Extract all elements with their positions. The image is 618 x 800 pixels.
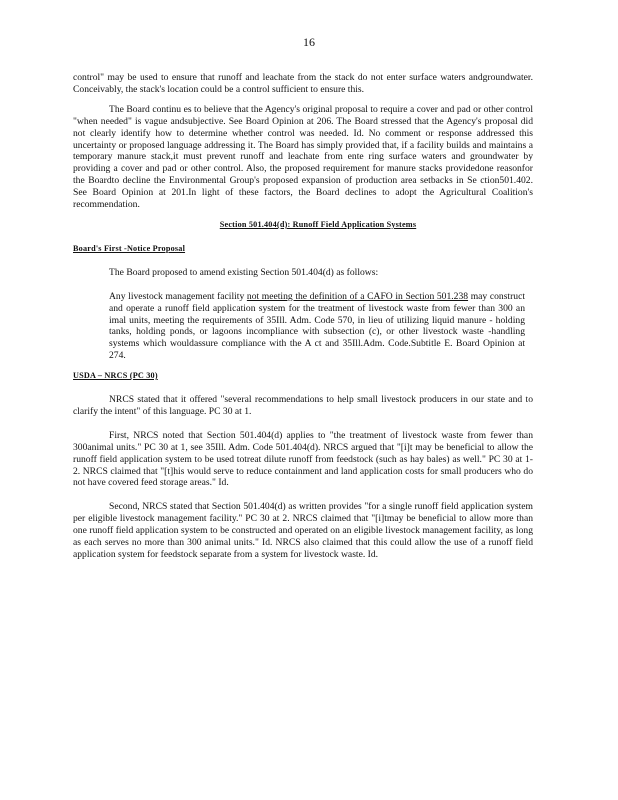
paragraph-nrcs-stated: NRCS stated that it offered "several recommendations to help small livestock producers in our state and to clarify the intent" of this language. PC 30 at 1. <box>73 394 533 417</box>
page-number: 16 <box>303 35 315 49</box>
paragraph-board-believes: The Board continu es to believe that the Agency's original proposal to require a cover and pad or other control "when needed" is vague andsubjective. See Board Opinion at 206. The Board stressed that the Agency's proposal did not clearly identify how to determine whether control was needed. Id. No comment or response addressed this uncertainty or proposed language addressing it. The Board has simply provided that, if a facility builds and maintains a temporary manure stack,it must prevent runoff and leachate from ente ring surface waters and groundwater by providing a cover and pad or other control. Also, the proposed requirement for manure stacks providedone reasonfor the Boardto decline the Environmental Group's proposed expansion of production area setbacks in Se ction501.402. See Board Opinion at 201.In light of these factors, the Board declines to adopt the Agricultural Coalition's recommendation. <box>73 103 533 211</box>
paragraph-board-proposed: The Board proposed to amend existing Section 501.404(d) as follows: <box>109 266 379 278</box>
quote-text-before: Any livestock management facility <box>109 290 247 302</box>
paragraph-nrcs-second: Second, NRCS stated that Section 501.404(d) as written provides "for a single runoff field application system per eligible livestock management facility." PC 30 at 2. NRCS claimed that "[i]tmay be beneficial to allow more than one runoff field application system to be constructed and operated on an eligible livestock management facility, as long as each serves no more than 300 animal units." Id. NRCS also claimed that this could allow the use of a runoff field application system for feedstock separate from a system for livestock waste. Id. <box>73 501 533 560</box>
quote-text-after: may construct and operate a runoff field application system for the treatment of livestock waste from fewer than 300 an imal units, meeting the requirements of 35Ill. Adm. Code 570, in lieu of utilizing liquid manure - holding tanks, holding ponds, or lagoons incompliance with subsection (c), or other livestock waste -handling systems which wouldassure compliance with the A ct and 35Ill.Adm. Code.Subtitle E. Board Opinion at 274. <box>109 290 526 362</box>
paragraph-stack-control: control" may be used to ensure that runoff and leachate from the stack do not enter surface waters andgroundwater. Conceivably, the stack's location could be a control sufficient to ensure this. <box>73 72 533 95</box>
heading-usda-nrcs: USDA – NRCS (PC 30) <box>73 371 158 381</box>
page-body <box>73 72 533 561</box>
paragraph-nrcs-first: First, NRCS noted that Section 501.404(d) applies to "the treatment of livestock waste from fewer than 300animal units." PC 30 at 1, see 35Ill. Adm. Code 501.404(d). NRCS argued that "[i]t may be beneficial to allow the runoff field application system to be used totreat dilute runoff from feedstock (such as hay bales) as well." PC 30 at 1-2. NRCS claimed that "[t]his would serve to reduce containment and land application costs for small producers who do not have covered feed storage areas." Id. <box>73 429 533 489</box>
section-heading-runoff-field: Section 501.404(d): Runoff Field Application Systems <box>219 219 417 229</box>
quote-inserted-text: not meeting the definition of a CAFO in Section 501.238 <box>246 290 469 302</box>
heading-first-notice-proposal: Board's First -Notice Proposal <box>73 243 186 253</box>
block-quote-section-501-404d <box>109 291 525 362</box>
